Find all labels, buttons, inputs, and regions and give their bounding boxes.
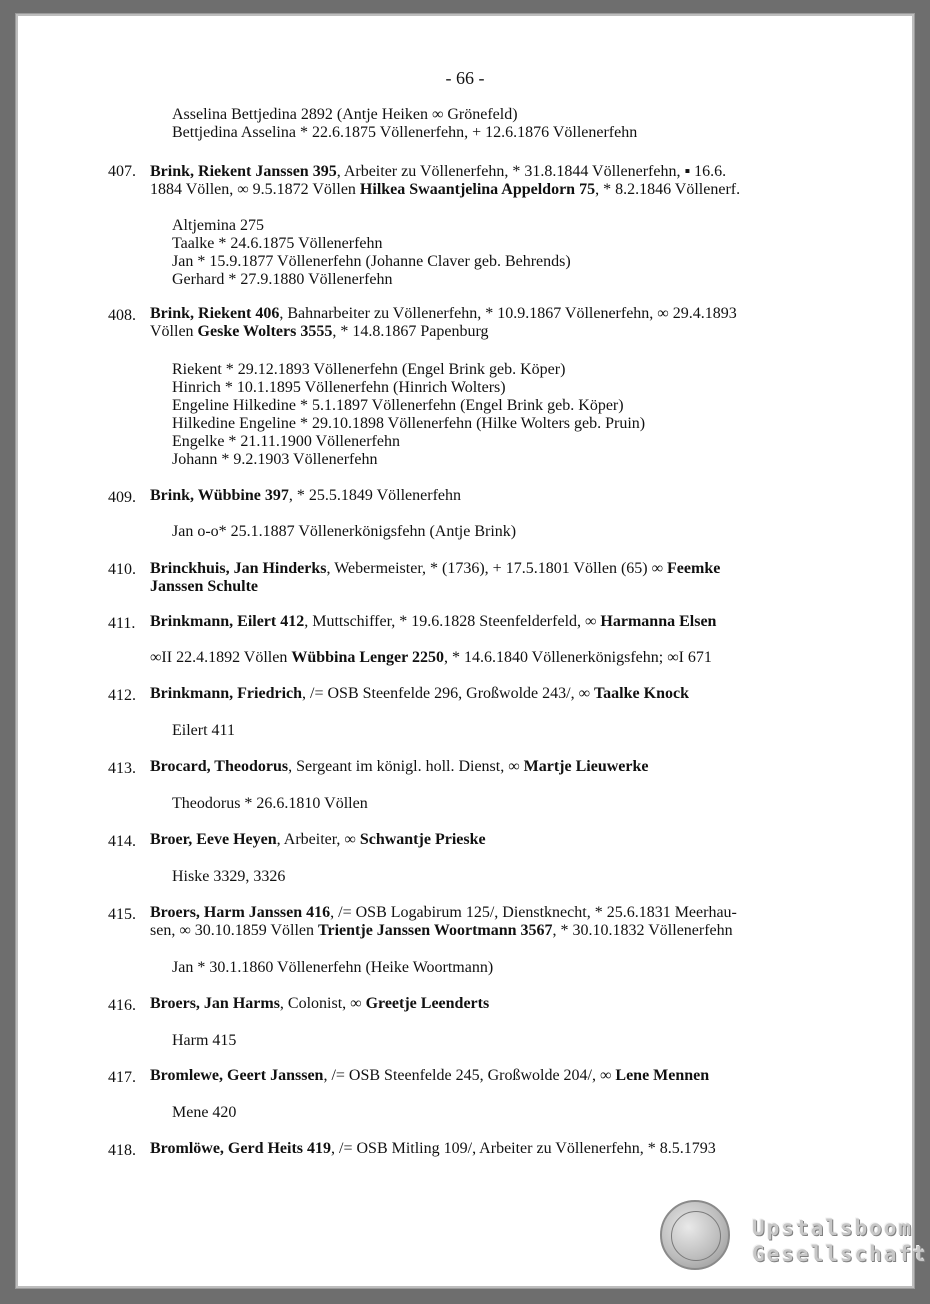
child-line: Jan o-o* 25.1.1887 Völlenerkönigsfehn (Antje Brink): [172, 523, 517, 540]
entry-line: [150, 649, 712, 667]
entry-number: 408.: [108, 307, 136, 324]
entry-line: [150, 613, 716, 631]
entry-number: 413.: [108, 760, 136, 777]
seal-icon: [660, 1200, 730, 1270]
entry-line: [150, 305, 737, 323]
page-number: - 66 -: [445, 68, 485, 88]
entry-text: , * 8.2.1846 Völlenerf.: [595, 181, 741, 198]
spouse-name: Hilkea Swaantjelina Appeldorn 75: [359, 181, 596, 198]
spouse-name: Greetje Leenderts: [365, 995, 490, 1012]
child-line: Riekent * 29.12.1893 Völlenerfehn (Engel Brink geb. Köper): [172, 361, 566, 378]
entry-line: [150, 487, 461, 505]
entry-text: , * 30.10.1832 Völlenerfehn: [552, 922, 733, 939]
person-name: Broers, Jan Harms: [150, 995, 280, 1012]
person-name: Broer, Eeve Heyen: [150, 831, 277, 848]
entry-line: [150, 578, 258, 596]
watermark-line1: Upstalsboom: [752, 1216, 914, 1240]
continuation-line: Bettjedina Asselina * 22.6.1875 Völlenerfehn, + 12.6.1876 Völlenerfehn: [172, 124, 638, 141]
continuation-line: Asselina Bettjedina 2892 (Antje Heiken ∞ Grönefeld): [172, 106, 518, 123]
entry-line: [150, 831, 486, 849]
child-line: Mene 420: [172, 1104, 237, 1121]
spouse-name: Wübbina Lenger 2250: [291, 649, 444, 666]
entry-number: 412.: [108, 687, 136, 704]
child-line: Harm 415: [172, 1032, 237, 1049]
entry-line: [150, 181, 740, 199]
person-name: Brink, Wübbine 397: [150, 487, 289, 504]
spouse-name: Janssen Schulte: [150, 578, 259, 595]
entry-line: [150, 1140, 716, 1158]
entry-text: , /= OSB Steenfelde 245, Großwolde 204/, ∞: [323, 1067, 616, 1084]
entry-text: , Muttschiffer, * 19.6.1828 Steenfelderfeld, ∞: [304, 613, 601, 630]
entry-text: , * 14.6.1840 Völlenerkönigsfehn; ∞I 671: [443, 649, 712, 666]
child-line: Hinrich * 10.1.1895 Völlenerfehn (Hinrich Wolters): [172, 379, 506, 396]
spouse-name: Schwantje Prieske: [359, 831, 486, 848]
spouse-name: Lene Mennen: [615, 1067, 710, 1084]
entry-number: 417.: [108, 1069, 136, 1086]
child-line: Theodorus * 26.6.1810 Völlen: [172, 795, 368, 812]
child-line: Engelke * 21.11.1900 Völlenerfehn: [172, 433, 400, 450]
entry-line: [150, 922, 733, 940]
entry-number: 414.: [108, 833, 136, 850]
entry-text: , /= OSB Logabirum 125/, Dienstknecht, * 25.6.1831 Meerhau-: [330, 904, 737, 921]
entry-text: , Bahnarbeiter zu Völlenerfehn, * 10.9.1867 Völlenerfehn, ∞ 29.4.1893: [279, 305, 737, 322]
person-name: Brink, Riekent 406: [150, 305, 280, 322]
person-name: Brink, Riekent Janssen 395: [150, 163, 337, 180]
child-line: Hilkedine Engeline * 29.10.1898 Völlenerfehn (Hilke Wolters geb. Pruin): [172, 415, 646, 432]
child-line: Taalke * 24.6.1875 Völlenerfehn: [172, 235, 383, 252]
entry-number: 418.: [108, 1142, 136, 1159]
entry-text: sen, ∞ 30.10.1859 Völlen: [150, 922, 318, 939]
entry-text: , * 25.5.1849 Völlenerfehn: [288, 487, 461, 504]
entry-text: Völlen: [150, 323, 198, 340]
spouse-name: Feemke: [667, 560, 721, 577]
entry-text: , Webermeister, * (1736), + 17.5.1801 Völlen (65) ∞: [326, 560, 668, 577]
entry-number: 407.: [108, 163, 136, 180]
spouse-name: Taalke Knock: [593, 685, 689, 702]
child-line: Altjemina 275: [172, 217, 264, 234]
child-line: Gerhard * 27.9.1880 Völlenerfehn: [172, 271, 393, 288]
spouse-name: Martje Lieuwerke: [523, 758, 649, 775]
entry-number: 415.: [108, 906, 136, 923]
entry-text: , Colonist, ∞: [279, 995, 366, 1012]
entry-line: [150, 163, 726, 181]
watermark-line2: Gesellschaft: [752, 1242, 928, 1266]
entry-line: [150, 560, 720, 578]
person-name: Brinkmann, Eilert 412: [150, 613, 305, 630]
child-line: Johann * 9.2.1903 Völlenerfehn: [172, 451, 378, 468]
entry-text: , /= OSB Mitling 109/, Arbeiter zu Völlenerfehn, * 8.5.1793: [331, 1140, 716, 1157]
entry-line: [150, 995, 489, 1013]
entry-line: [150, 685, 689, 703]
entry-line: [150, 323, 489, 341]
child-line: Jan * 15.9.1877 Völlenerfehn (Johanne Claver geb. Behrends): [172, 253, 571, 270]
entry-number: 411.: [108, 615, 136, 632]
entry-line: [150, 1067, 709, 1085]
spouse-name: Harmanna Elsen: [600, 613, 717, 630]
entry-text: 1884 Völlen, ∞ 9.5.1872 Völlen: [150, 181, 360, 198]
entry-line: [150, 758, 648, 776]
spouse-name: Geske Wolters 3555: [197, 323, 333, 340]
entry-number: 410.: [108, 561, 136, 578]
entry-number: 409.: [108, 489, 136, 506]
entry-text: , /= OSB Steenfelde 296, Großwolde 243/, ∞: [302, 685, 594, 702]
entry-number: 416.: [108, 997, 136, 1014]
person-name: Brinkmann, Friedrich: [150, 685, 303, 702]
entry-text: , Sergeant im königl. holl. Dienst, ∞: [288, 758, 524, 775]
person-name: Brinckhuis, Jan Hinderks: [150, 560, 327, 577]
entry-line: [150, 904, 737, 922]
entry-text: ∞II 22.4.1892 Völlen: [150, 649, 292, 666]
child-line: Engeline Hilkedine * 5.1.1897 Völlenerfehn (Engel Brink geb. Köper): [172, 397, 624, 414]
child-line: Jan * 30.1.1860 Völlenerfehn (Heike Woortmann): [172, 959, 494, 976]
person-name: Bromlewe, Geert Janssen: [150, 1067, 324, 1084]
entry-text: , * 14.8.1867 Papenburg: [332, 323, 489, 340]
spouse-name: Trientje Janssen Woortmann 3567: [318, 922, 553, 939]
person-name: Brocard, Theodorus: [150, 758, 289, 775]
person-name: Broers, Harm Janssen 416: [150, 904, 331, 921]
child-line: Hiske 3329, 3326: [172, 868, 286, 885]
entry-text: , Arbeiter zu Völlenerfehn, * 31.8.1844 Völlenerfehn, ▪ 16.6.: [336, 163, 727, 180]
entry-text: , Arbeiter, ∞: [276, 831, 360, 848]
person-name: Bromlöwe, Gerd Heits 419: [150, 1140, 332, 1157]
child-line: Eilert 411: [172, 722, 235, 739]
